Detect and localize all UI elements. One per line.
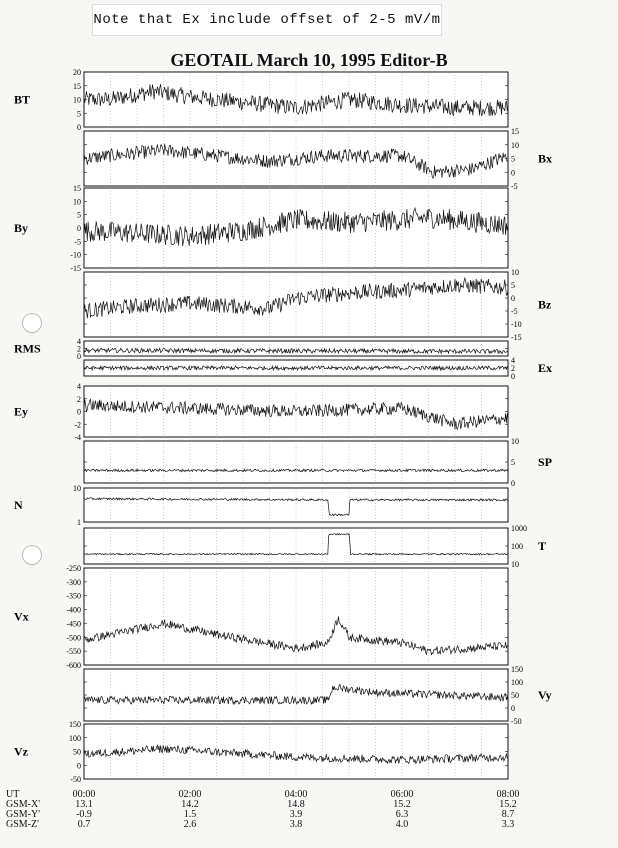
footer-value: 14.2: [181, 799, 199, 810]
footer-value: 13.1: [75, 799, 93, 810]
footer-value: 08:00: [496, 789, 520, 800]
panel-by: [14, 184, 508, 273]
tick-label: 2: [77, 394, 81, 404]
tick-label: 50: [511, 691, 519, 700]
panel-sp: [84, 437, 552, 488]
footer-label: GSM-Y': [6, 809, 41, 820]
tick-label: -450: [66, 619, 81, 629]
panel-label-bx: Bx: [538, 151, 553, 166]
panel-label-vy: Vy: [538, 688, 552, 702]
tick-label: 5: [511, 154, 515, 164]
footer-value: 14.8: [287, 799, 305, 810]
footer-label: UT: [6, 789, 20, 800]
tick-label: 0: [511, 704, 515, 713]
tick-label: 10: [511, 140, 519, 150]
tick-label: 4: [511, 356, 515, 365]
chart-title: GEOTAIL March 10, 1995 Editor-B: [170, 50, 448, 70]
panel-label-bt: BT: [14, 92, 31, 107]
tick-label: 10: [73, 484, 81, 493]
tick-label: 100: [511, 542, 523, 551]
panel-vy: [84, 665, 552, 726]
panel-n: [14, 484, 508, 527]
tick-label: -4: [74, 433, 81, 442]
panel-vz: [14, 720, 508, 784]
note-banner: Note that Ex include offset of 2-5 mV/m: [92, 4, 442, 36]
panel-ex: [84, 356, 552, 381]
panel-label-bz: Bz: [538, 297, 552, 312]
tick-label: 10: [511, 560, 519, 569]
panel-bx: [84, 127, 552, 191]
tick-label: 0: [511, 372, 515, 381]
panel-rms: [14, 337, 508, 361]
tick-label: 0: [511, 168, 515, 178]
panel-label-t: T: [538, 539, 547, 553]
footer-value: 15.2: [393, 799, 411, 810]
panel-t: [84, 524, 546, 569]
footer-value: 06:00: [390, 789, 414, 800]
tick-label: 0: [511, 294, 515, 303]
tick-label: 4: [77, 337, 81, 346]
tick-label: 0: [511, 479, 515, 488]
tick-label: -15: [70, 264, 81, 273]
tick-label: 10: [73, 95, 81, 105]
tick-label: 2: [511, 364, 515, 373]
tick-label: 4: [77, 382, 81, 391]
panel-frame: [84, 669, 508, 721]
tick-label: 15: [73, 184, 81, 193]
footer-value: 8.7: [501, 809, 515, 820]
tick-label: 5: [511, 458, 515, 467]
panel-label-vx: Vx: [14, 609, 29, 624]
tick-label: 0: [77, 224, 81, 233]
panel-bz: [84, 268, 552, 342]
panel-label-vz: Vz: [14, 744, 28, 759]
footer-value: 3.3: [501, 819, 515, 830]
tick-label: -300: [66, 577, 81, 587]
tick-label: 0: [77, 123, 81, 132]
tick-label: 150: [69, 720, 81, 729]
tick-label: -5: [511, 182, 518, 191]
panel-bt: [14, 68, 508, 132]
tick-label: 0: [77, 761, 81, 771]
tick-label: -2: [74, 420, 81, 430]
panel-label-by: By: [14, 221, 29, 235]
tick-label: 150: [511, 665, 523, 674]
footer-value: 3.8: [289, 819, 303, 830]
tick-label: 100: [69, 733, 81, 743]
tick-label: -10: [70, 250, 81, 260]
tick-label: -350: [66, 591, 81, 601]
footer-value: 3.9: [289, 809, 303, 820]
footer-value: -0.9: [76, 809, 92, 820]
panel-ey: [14, 382, 508, 442]
panel-label-rms: RMS: [14, 341, 41, 356]
panel-label-ex: Ex: [538, 361, 553, 375]
tick-label: 5: [77, 210, 81, 220]
tick-label: 1000: [511, 524, 527, 533]
tick-label: -250: [66, 564, 81, 573]
footer-label: GSM-Z': [6, 819, 39, 830]
footer-value: 04:00: [284, 789, 308, 800]
footer-value: 0.7: [77, 819, 91, 830]
footer-value: 6.3: [395, 809, 409, 820]
tick-label: 10: [511, 437, 519, 446]
tick-label: -50: [511, 717, 522, 726]
panel-frame: [84, 488, 508, 522]
tick-label: 20: [73, 68, 81, 77]
tick-label: 5: [77, 109, 81, 119]
panel-label-ey: Ey: [14, 404, 29, 419]
footer-value: 15.2: [499, 799, 517, 810]
footer-value: 1.5: [183, 809, 197, 820]
footer-value: 00:00: [72, 789, 96, 800]
tick-label: 2: [77, 344, 81, 354]
tick-label: 50: [73, 747, 81, 757]
tick-label: -5: [511, 307, 518, 316]
panel-label-n: N: [14, 498, 23, 512]
footer-label: GSM-X': [6, 799, 41, 810]
panel-vx: [14, 564, 508, 670]
tick-label: -10: [511, 320, 522, 329]
footer-value: 02:00: [178, 789, 202, 800]
footer-value: 2.6: [183, 819, 197, 830]
tick-label: 0: [77, 352, 81, 361]
tick-label: -600: [66, 661, 81, 670]
tick-label: -15: [511, 333, 522, 342]
tick-label: -5: [74, 237, 81, 247]
tick-label: 5: [511, 281, 515, 290]
tick-label: -50: [70, 775, 81, 784]
tick-label: 100: [511, 678, 523, 687]
tick-label: -400: [66, 605, 81, 615]
tick-label: 1: [77, 518, 81, 527]
tick-label: 15: [73, 81, 81, 91]
footer-value: 4.0: [395, 819, 409, 830]
tick-label: 10: [511, 268, 519, 277]
panel-label-sp: SP: [538, 455, 553, 469]
tick-label: 15: [511, 127, 519, 136]
tick-label: 10: [73, 197, 81, 207]
tick-label: 0: [77, 407, 81, 417]
tick-label: -500: [66, 633, 81, 643]
tick-label: -550: [66, 647, 81, 657]
